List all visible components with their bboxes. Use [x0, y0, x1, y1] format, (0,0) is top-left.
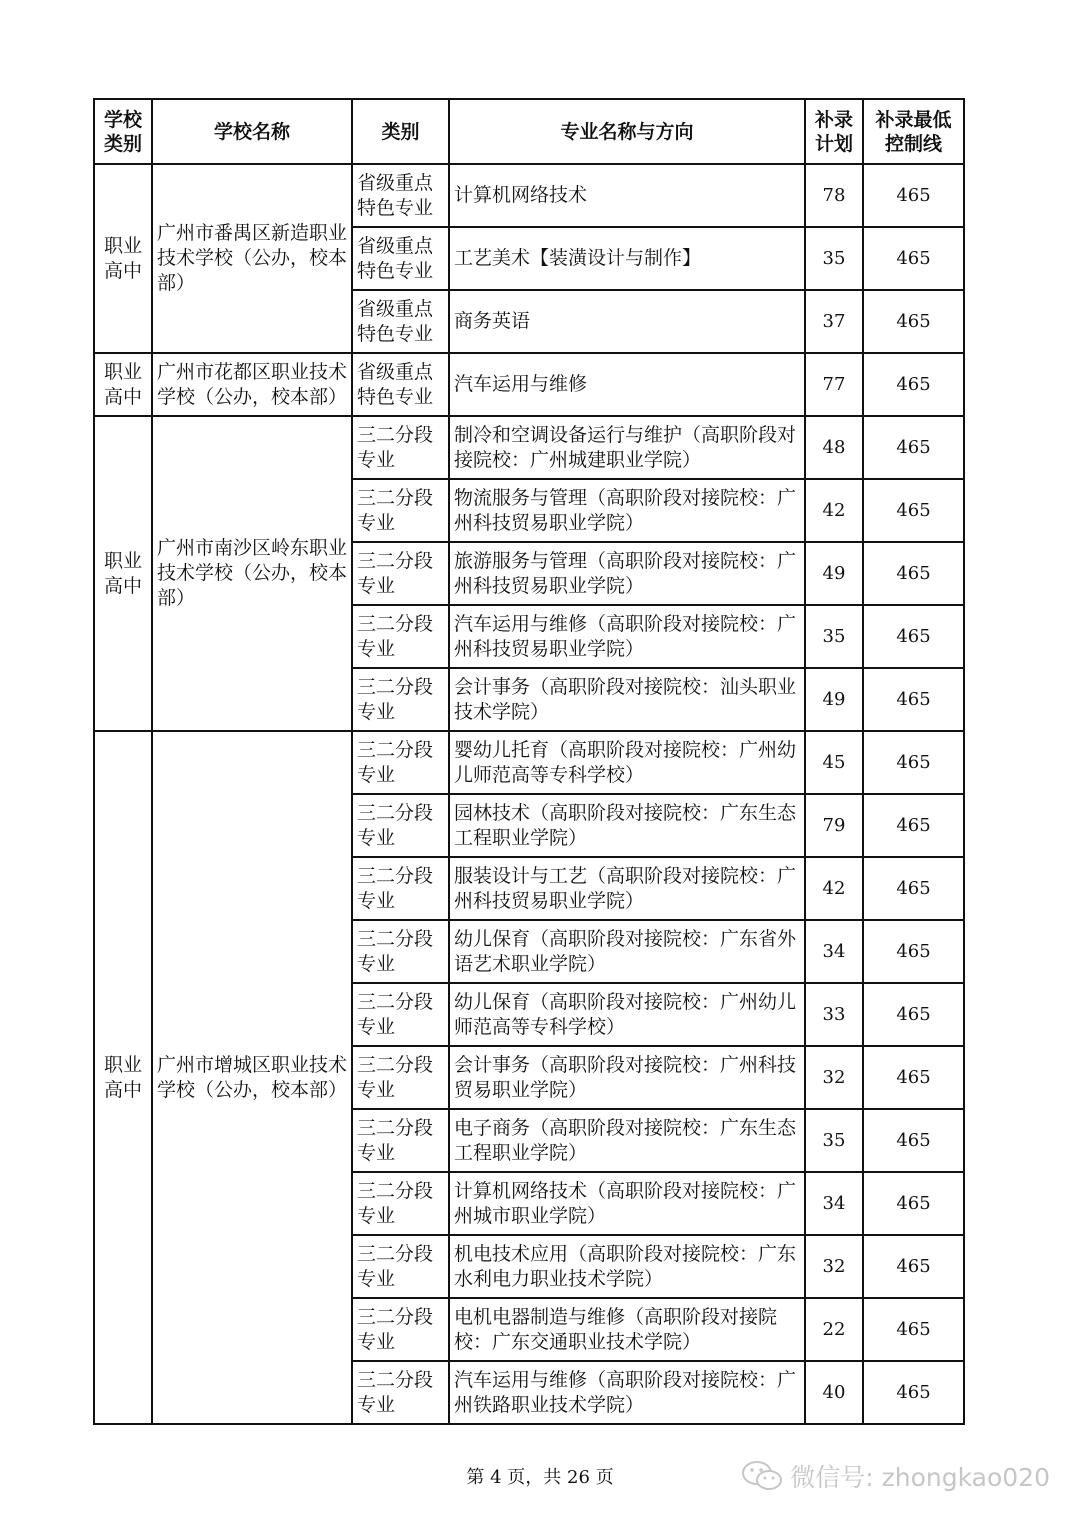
category-cell: 省级重点 特色专业	[352, 164, 449, 227]
plan-cell: 42	[805, 479, 863, 542]
plan-cell: 42	[805, 857, 863, 920]
major-cell: 电子商务（高职阶段对接院校：广东生态工程职业学院）	[449, 1109, 805, 1172]
category-cell: 省级重点 特色专业	[352, 353, 449, 416]
plan-cell: 35	[805, 227, 863, 290]
plan-cell: 49	[805, 668, 863, 731]
wechat-icon	[740, 1459, 784, 1493]
category-cell: 三二分段 专业	[352, 668, 449, 731]
major-cell: 汽车运用与维修（高职阶段对接院校：广州科技贸易职业学院）	[449, 605, 805, 668]
major-cell: 计算机网络技术（高职阶段对接院校：广州城市职业学院）	[449, 1172, 805, 1235]
category-cell: 三二分段 专业	[352, 1298, 449, 1361]
category-cell: 三二分段 专业	[352, 605, 449, 668]
major-cell: 物流服务与管理（高职阶段对接院校：广州科技贸易职业学院）	[449, 479, 805, 542]
category-cell: 三二分段 专业	[352, 1046, 449, 1109]
category-cell: 三二分段 专业	[352, 920, 449, 983]
min-score-cell: 465	[863, 1172, 964, 1235]
plan-cell: 35	[805, 605, 863, 668]
header-school-name: 学校名称	[152, 99, 352, 164]
min-score-cell: 465	[863, 290, 964, 353]
major-cell: 汽车运用与维修（高职阶段对接院校：广州铁路职业技术学院）	[449, 1361, 805, 1424]
min-score-cell: 465	[863, 416, 964, 479]
min-score-cell: 465	[863, 227, 964, 290]
category-cell: 三二分段 专业	[352, 542, 449, 605]
table-row	[94, 416, 964, 479]
category-cell: 三二分段 专业	[352, 1235, 449, 1298]
school-type-cell: 职业 高中	[94, 416, 152, 731]
major-cell: 计算机网络技术	[449, 164, 805, 227]
school-name-cell: 广州市番禺区新造职业技术学校（公办，校本部）	[152, 164, 352, 353]
plan-cell: 45	[805, 731, 863, 794]
plan-cell: 40	[805, 1361, 863, 1424]
major-cell: 旅游服务与管理（高职阶段对接院校：广州科技贸易职业学院）	[449, 542, 805, 605]
min-score-cell: 465	[863, 794, 964, 857]
major-cell: 工艺美术【装潢设计与制作】	[449, 227, 805, 290]
plan-cell: 32	[805, 1046, 863, 1109]
school-type-cell: 职业 高中	[94, 731, 152, 1424]
school-name-cell: 广州市增城区职业技术学校（公办，校本部）	[152, 731, 352, 1424]
major-cell: 机电技术应用（高职阶段对接院校：广东水利电力职业技术学院）	[449, 1235, 805, 1298]
plan-cell: 79	[805, 794, 863, 857]
min-score-cell: 465	[863, 1109, 964, 1172]
plan-cell: 37	[805, 290, 863, 353]
min-score-cell: 465	[863, 164, 964, 227]
min-score-cell: 465	[863, 920, 964, 983]
major-cell: 商务英语	[449, 290, 805, 353]
category-cell: 三二分段 专业	[352, 1109, 449, 1172]
watermark-text: 微信号: zhongkao020	[790, 1463, 1050, 1492]
plan-cell: 34	[805, 920, 863, 983]
table-row	[94, 164, 964, 227]
min-score-cell: 465	[863, 668, 964, 731]
plan-cell: 49	[805, 542, 863, 605]
min-score-cell: 465	[863, 542, 964, 605]
table-row	[94, 353, 964, 416]
category-cell: 三二分段 专业	[352, 983, 449, 1046]
category-cell: 三二分段 专业	[352, 416, 449, 479]
min-score-cell: 465	[863, 479, 964, 542]
school-name-cell: 广州市南沙区岭东职业技术学校（公办，校本部）	[152, 416, 352, 731]
plan-cell: 22	[805, 1298, 863, 1361]
school-type-cell: 职业 高中	[94, 353, 152, 416]
major-cell: 会计事务（高职阶段对接院校：广州科技贸易职业学院）	[449, 1046, 805, 1109]
category-cell: 三二分段 专业	[352, 794, 449, 857]
plan-cell: 77	[805, 353, 863, 416]
plan-cell: 35	[805, 1109, 863, 1172]
major-cell: 幼儿保育（高职阶段对接院校：广州幼儿师范高等专科学校）	[449, 983, 805, 1046]
header-school-type: 学校 类别	[94, 99, 152, 164]
major-cell: 婴幼儿托育（高职阶段对接院校：广州幼儿师范高等专科学校）	[449, 731, 805, 794]
table-row	[94, 731, 964, 794]
min-score-cell: 465	[863, 1298, 964, 1361]
page-number-footer: 第 4 页，共 26 页	[466, 1467, 614, 1488]
table-body	[94, 164, 964, 1424]
school-type-cell: 职业 高中	[94, 164, 152, 353]
header-min-score: 补录最低 控制线	[863, 99, 964, 164]
category-cell: 省级重点 特色专业	[352, 227, 449, 290]
major-cell: 服装设计与工艺（高职阶段对接院校：广州科技贸易职业学院）	[449, 857, 805, 920]
watermark	[740, 1458, 1050, 1494]
category-cell: 三二分段 专业	[352, 731, 449, 794]
category-cell: 三二分段 专业	[352, 1172, 449, 1235]
min-score-cell: 465	[863, 1235, 964, 1298]
plan-cell: 34	[805, 1172, 863, 1235]
major-cell: 会计事务（高职阶段对接院校：汕头职业技术学院）	[449, 668, 805, 731]
min-score-cell: 465	[863, 605, 964, 668]
min-score-cell: 465	[863, 731, 964, 794]
min-score-cell: 465	[863, 857, 964, 920]
plan-cell: 33	[805, 983, 863, 1046]
major-cell: 幼儿保育（高职阶段对接院校：广东省外语艺术职业学院）	[449, 920, 805, 983]
min-score-cell: 465	[863, 353, 964, 416]
plan-cell: 78	[805, 164, 863, 227]
min-score-cell: 465	[863, 1046, 964, 1109]
plan-cell: 48	[805, 416, 863, 479]
table-header-row	[94, 99, 964, 164]
min-score-cell: 465	[863, 1361, 964, 1424]
school-name-cell: 广州市花都区职业技术学校（公办，校本部）	[152, 353, 352, 416]
plan-cell: 32	[805, 1235, 863, 1298]
category-cell: 三二分段 专业	[352, 857, 449, 920]
admission-table	[93, 98, 965, 1425]
min-score-cell: 465	[863, 983, 964, 1046]
major-cell: 汽车运用与维修	[449, 353, 805, 416]
major-cell: 电机电器制造与维修（高职阶段对接院校：广东交通职业技术学院）	[449, 1298, 805, 1361]
header-plan: 补录 计划	[805, 99, 863, 164]
category-cell: 三二分段 专业	[352, 479, 449, 542]
header-major: 专业名称与方向	[449, 99, 805, 164]
category-cell: 三二分段 专业	[352, 1361, 449, 1424]
major-cell: 制冷和空调设备运行与维护（高职阶段对接院校：广州城建职业学院）	[449, 416, 805, 479]
header-category: 类别	[352, 99, 449, 164]
category-cell: 省级重点 特色专业	[352, 290, 449, 353]
major-cell: 园林技术（高职阶段对接院校：广东生态工程职业学院）	[449, 794, 805, 857]
